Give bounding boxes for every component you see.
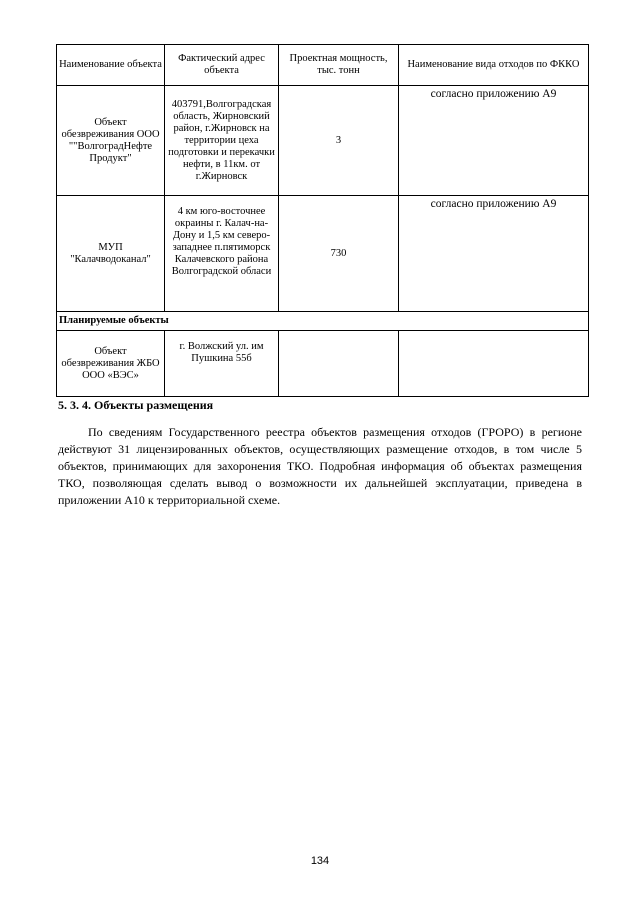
cell-name: Объект обезвреживания ЖБО ООО «ВЭС»	[57, 331, 165, 397]
cell-capacity: 730	[279, 196, 399, 312]
section-paragraph: По сведениям Государственного реестра объектов размещения отходов (ГРОРО) в регионе действуют 31 лицензированных объектов, осуществляющих размещение отходов, в том числе 5 объектов, принимающих для захоронения ТКО. Подробная информация об объектах размещения ТКО, позволяющая сделать вывод о возможности их дальнейшей эксплуатации, приведена в приложении А10 к территориальной схеме.	[58, 425, 582, 507]
table-row	[57, 196, 589, 312]
cell-waste-kind: согласно приложению А9	[399, 196, 589, 312]
table-header-row	[57, 45, 589, 86]
cell-waste-kind	[399, 331, 589, 397]
cell-name: МУП "Калачводоканал"	[57, 196, 165, 312]
waste-facilities-table	[56, 44, 589, 397]
cell-address: г. Волжский ул. им Пушкина 55б	[165, 331, 279, 397]
header-name: Наименование объекта	[57, 45, 165, 86]
header-capacity: Проектная мощность, тыс. тонн	[279, 45, 399, 86]
section-row	[57, 312, 589, 331]
cell-capacity: 3	[279, 86, 399, 196]
section-label: Планируемые объекты	[57, 312, 589, 331]
cell-waste-kind: согласно приложению А9	[399, 86, 589, 196]
header-address: Фактический адрес объекта	[165, 45, 279, 86]
cell-name: Объект обезвреживания ООО ""ВолгоградНефте Продукт"	[57, 86, 165, 196]
header-waste-kind: Наименование вида отходов по ФККО	[399, 45, 589, 86]
cell-address: 403791,Волгоградская область, Жирновский район, г.Жирновск на территории цеха подготовки и перекачки нефти, в 11км. от г.Жирновск	[165, 86, 279, 196]
table-row	[57, 86, 589, 196]
table-row	[57, 331, 589, 397]
page-number: 134	[310, 855, 330, 867]
cell-address: 4 км юго-восточнее окраины г. Калач-на-Дону и 1,5 км северо-западнее п.пятиморск Калачевского района Волгоградской обласи	[165, 196, 279, 312]
cell-capacity	[279, 331, 399, 397]
section-heading: 5. 3. 4. Объекты размещения	[58, 398, 214, 412]
